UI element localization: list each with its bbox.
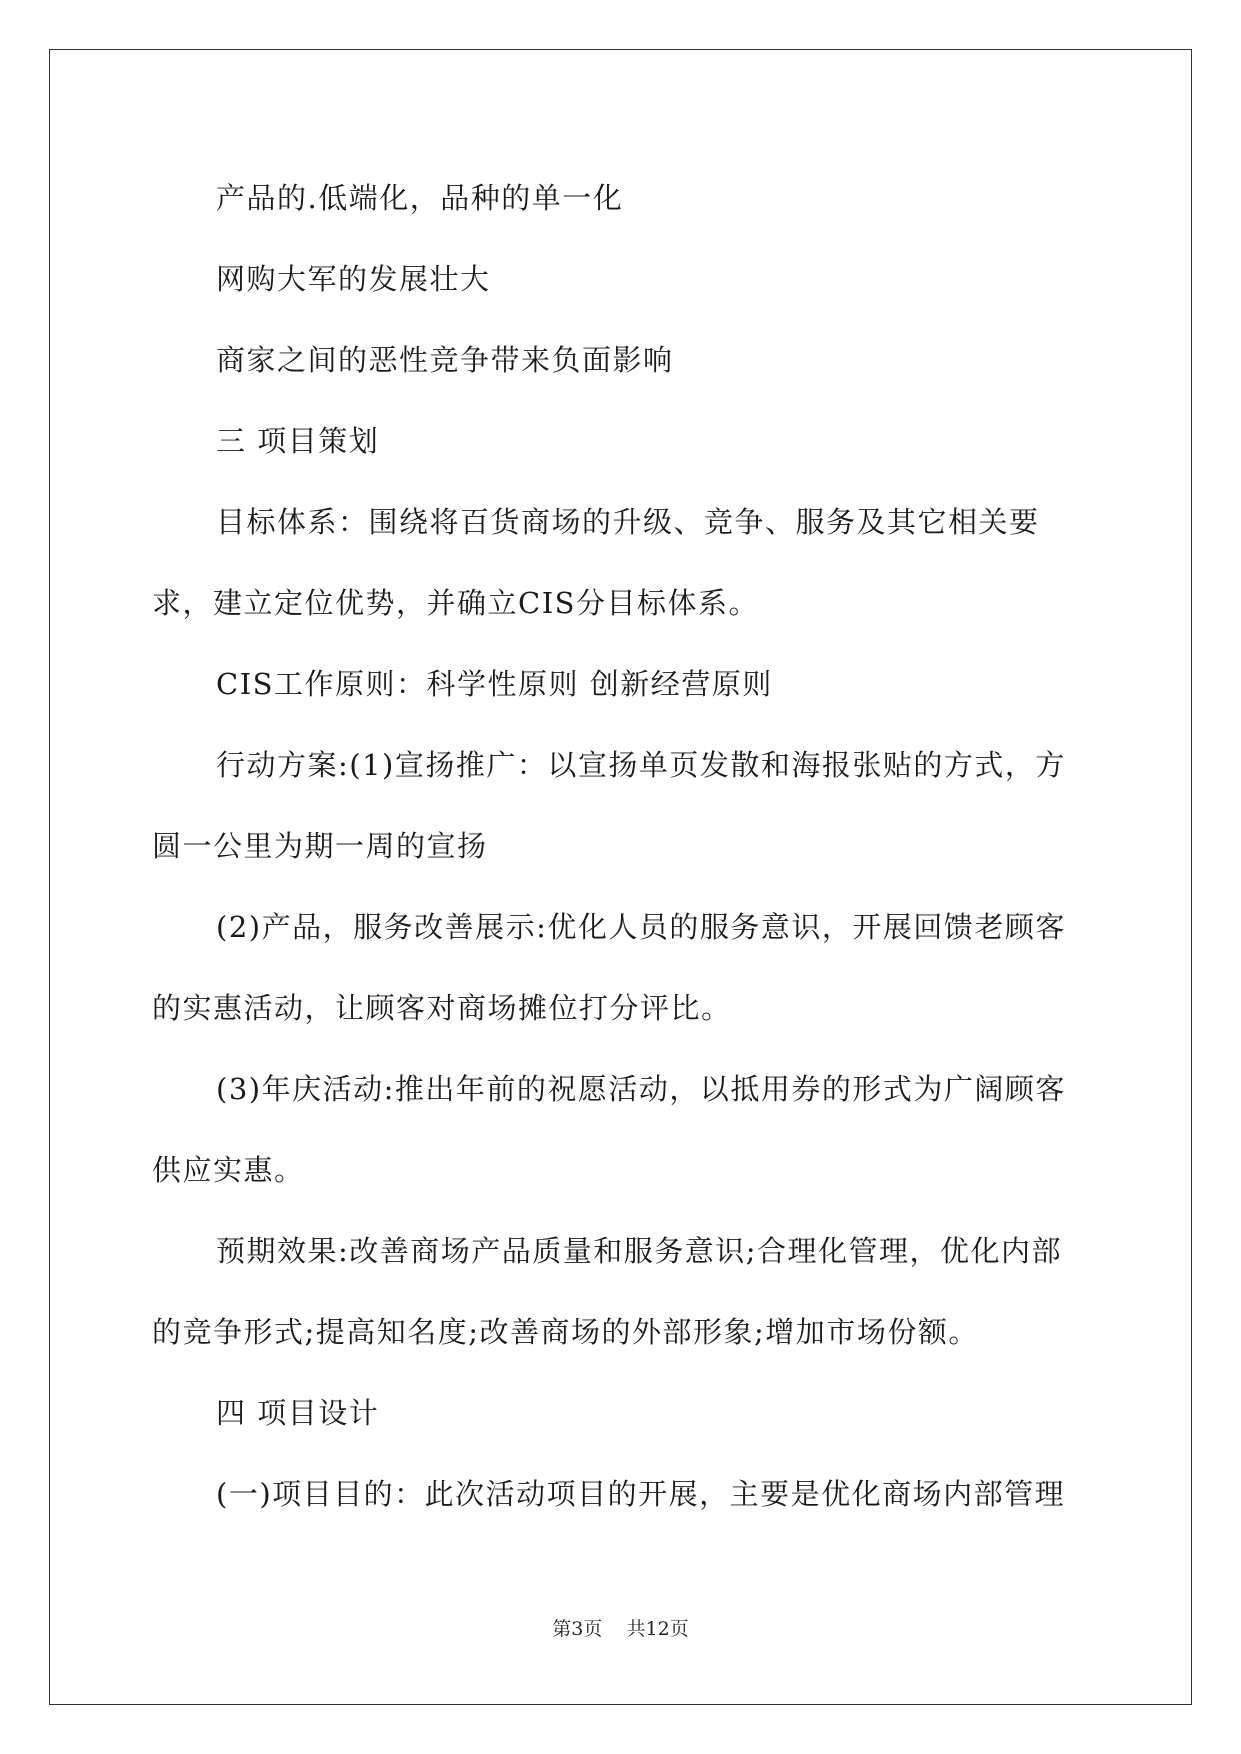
paragraph: CIS工作原则：科学性原则 创新经营原则: [216, 667, 773, 701]
page-footer: [0, 1614, 1241, 1641]
paragraph: 产品的.低端化，品种的单一化: [216, 181, 624, 215]
paragraph: 商家之间的恶性竞争带来负面影响: [216, 343, 674, 377]
paragraph: (一)项目目的：此次活动项目的开展，主要是优化商场内部管理: [216, 1477, 1066, 1511]
paragraph: (3)年庆活动:推出年前的祝愿活动，以抵用券的形式为广阔顾客供应实惠。: [152, 1072, 1066, 1187]
page-number: 第3页: [552, 1618, 603, 1640]
paragraph: 目标体系：围绕将百货商场的升级、竞争、服务及其它相关要求，建立定位优势，并确立CIS分目标体系。: [152, 505, 1040, 620]
section-heading: 三 项目策划: [216, 424, 380, 458]
total-pages: 共12页: [626, 1618, 689, 1640]
paragraph: 行动方案:(1)宣扬推广：以宣扬单页发散和海报张贴的方式，方圆一公里为期一周的宣扬: [152, 748, 1066, 863]
section-heading: 四 项目设计: [216, 1396, 380, 1430]
paragraph: 预期效果:改善商场产品质量和服务意识;合理化管理，优化内部的竞争形式;提高知名度;改善商场的外部形象;增加市场份额。: [152, 1234, 1063, 1349]
document-body: [152, 158, 1092, 1535]
paragraph: (2)产品，服务改善展示:优化人员的服务意识，开展回馈老顾客的实惠活动，让顾客对商场摊位打分评比。: [152, 910, 1066, 1025]
paragraph: 网购大军的发展壮大: [216, 262, 491, 296]
